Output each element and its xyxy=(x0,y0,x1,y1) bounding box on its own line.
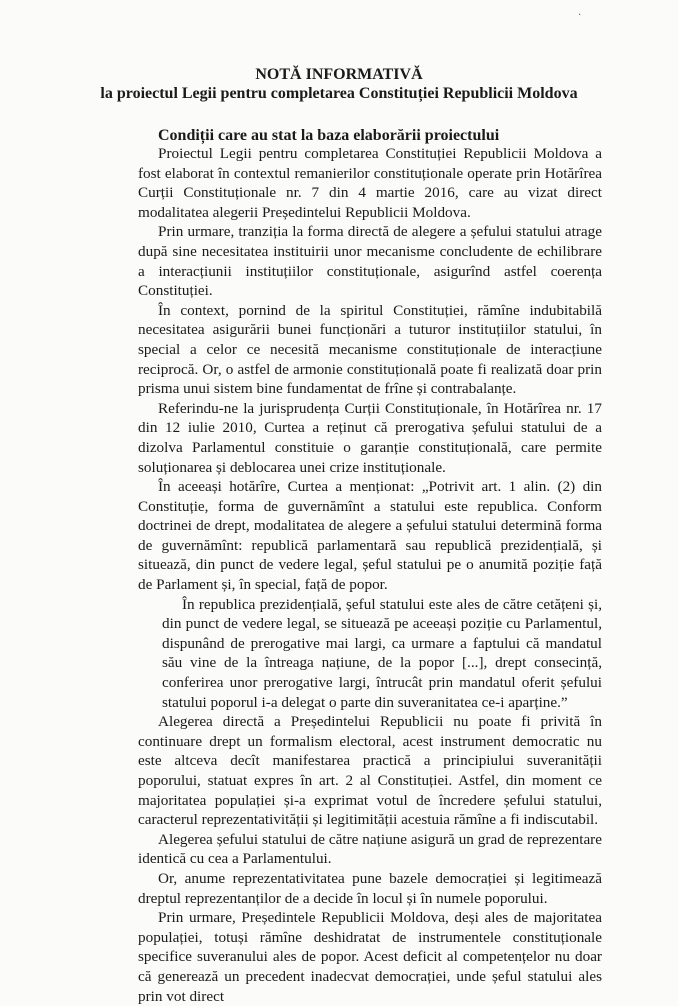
title-line-1: NOTĂ INFORMATIVĂ xyxy=(255,66,423,83)
paragraph: Referindu-ne la jurisprudența Curții Constituționale, în Hotărîrea nr. 17 din 12 iulie 2010, Curtea a reținut că prerogativa șefului statului de a dizolva Parlamentul constituie o garanție constituțională, care permite soluționarea și deblocarea unei crize instituționale. xyxy=(138,399,602,476)
paragraph: Prin urmare, Președintele Republicii Moldova, deși ales de majoritatea populației, totuși rămîne deshidratat de instrumentele constituționale specifice suveranului ales de popor. Acest deficit al competențelor nu doar că generează un precedent inadecvat democrației, unde șeful statului ales prin vot direct xyxy=(138,909,602,1005)
paragraph: Proiectul Legii pentru completarea Constituției Republicii Moldova a fost elaborat în contextul remanierilor constituționale operate prin Hotărîrea Curții Constituționale nr. 7 din 4 martie 2016, care au vizat direct modalitatea alegerii Președintelui Republicii Moldova. xyxy=(138,145,602,221)
paragraph: Prin urmare, tranziția la forma directă de alegere a șefului statului atrage după sine necesitatea instituirii unor mecanisme concludente de echilibrare a interacțiunii instituțiilor constituționale, asigurînd astfel coerența Constituției. xyxy=(138,223,602,300)
paragraph: Or, anume reprezentativitatea pune bazele democrației și legitimează dreptul reprezentanților de a decide în locul și în numele poporului. xyxy=(138,869,602,907)
document-title xyxy=(0,65,678,103)
corner-mark: · xyxy=(578,10,582,21)
title-line-2: la proiectul Legii pentru completarea Constituției Republicii Moldova xyxy=(100,85,578,102)
paragraph: În context, pornind de la spiritul Constituției, rămîne indubitabilă necesitatea asigurării bunei funcționări a tuturor instituțiilor statului, în special a celor ce necesită mecanisme constituționale de interacțiune reciprocă. Or, o astfel de armonie constituțională poate fi realizată doar prin prisma unui sistem bine fundamentat de frîne și contrabalanțe. xyxy=(138,301,602,398)
section-heading: Condiții care au stat la baza elaborării proiectului xyxy=(158,127,500,144)
quoted-paragraph: În republica prezidențială, șeful statului este ales de către cetățeni și, din punct de vedere legal, se situează pe aceeași poziție cu Parlamentul, dispunând de prerogative mai largi, ca urmare a faptului că mandatul său vine de la întreaga națiune, de la popor [...], drept consecință, conferirea unor prerogative largi, întrucât prin mandatul oferit șefului statului poporul i-a delegat o parte din suveranitatea ce-i aparține.” xyxy=(162,595,602,711)
paragraph: În aceeași hotărîre, Curtea a menționat: „Potrivit art. 1 alin. (2) din Constituție, forma de guvernămînt a statului este republica. Conform doctrinei de drept, modalitatea de alegere a șefului statului determină forma de guvernămînt: republică parlamentară sau republică prezidențială, și situează, din punct de vedere legal, șeful statului pe o anumită poziție față de Parlament și, în special, față de popor. xyxy=(138,478,602,594)
paragraph: Alegerea șefului statului de către națiune asigură un grad de reprezentare identică cu cea a Parlamentului. xyxy=(138,830,602,868)
paragraph: Alegerea directă a Președintelui Republicii nu poate fi privită în continuare drept un formalism electoral, acest instrument democratic nu este altceva decît manifestarea practică a principiului suveranității poporului, statuat expres în art. 2 al Constituției. Astfel, din moment ce majoritatea populației și-a exprimat votul de încredere șefului statului, caracterul reprezentativității și legitimității acestuia rămîne a fi indiscutabil. xyxy=(138,713,602,829)
document-body xyxy=(138,144,602,1006)
